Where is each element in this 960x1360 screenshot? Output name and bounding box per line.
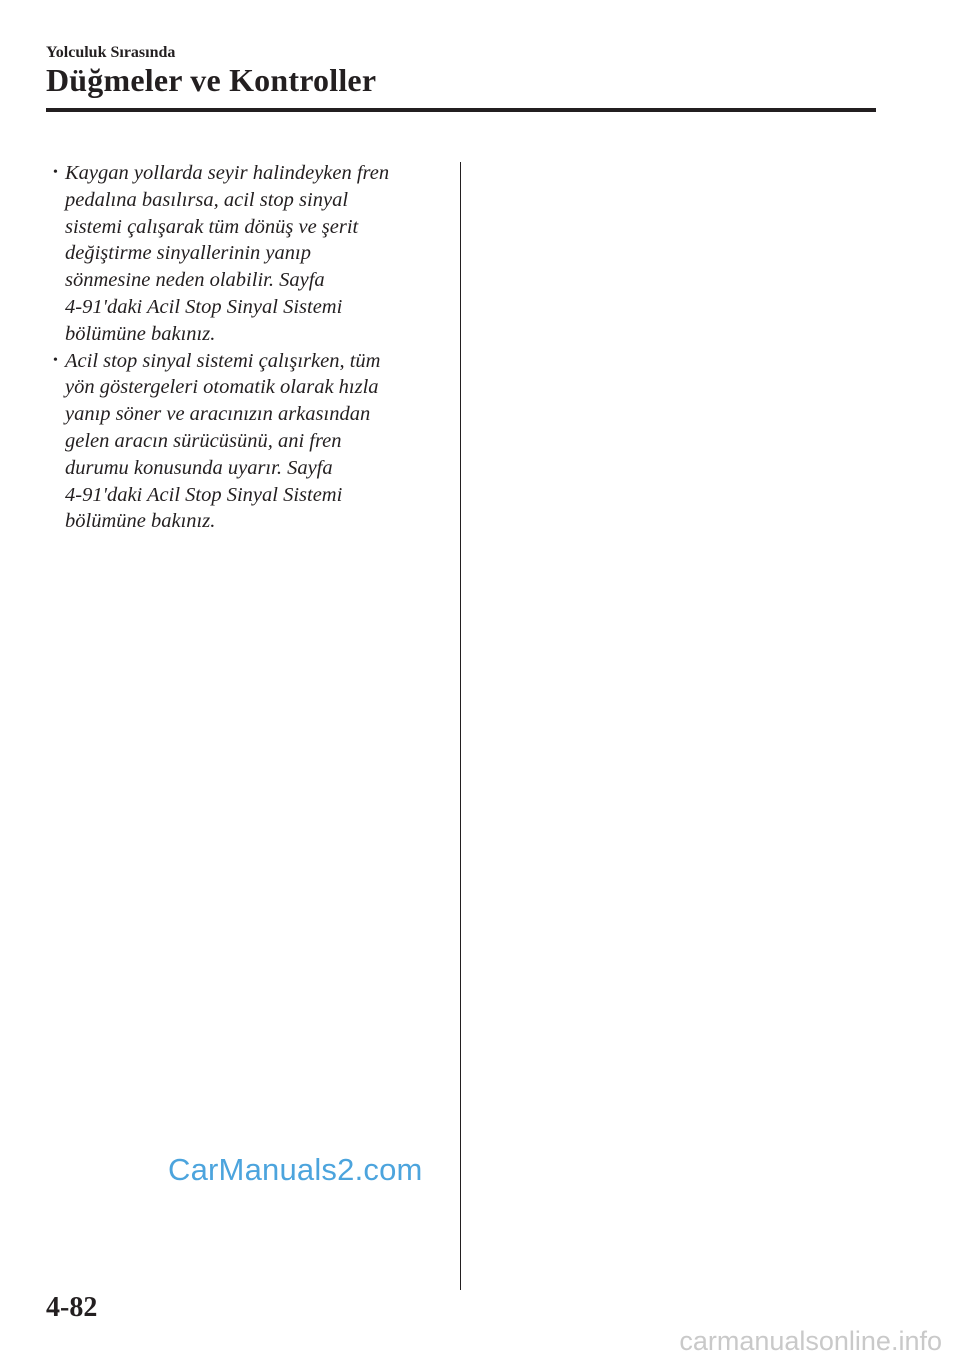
- note-line: pedalına basılırsa, acil stop sinyal: [65, 188, 349, 211]
- note-line: gelen aracın sürücüsünü, ani fren: [65, 429, 342, 452]
- note-line: 4-91'daki Acil Stop Sinyal Sistemi: [65, 295, 343, 318]
- note-line: bölümüne bakınız.: [65, 510, 216, 533]
- note-line: sönmesine neden olabilir. Sayfa: [65, 269, 325, 292]
- footer-watermark: carmanualsonline.info: [679, 1326, 942, 1356]
- note-emergency-signal: [48, 348, 444, 536]
- column-divider: [460, 162, 461, 1290]
- note-line: sistemi çalışarak tüm dönüş ve şerit: [65, 215, 359, 238]
- note-line: durumu konusunda uyarır. Sayfa: [65, 456, 333, 479]
- note-line: yanıp söner ve aracınızın arkasından: [65, 403, 371, 426]
- chapter-title: Düğmeler ve Kontroller: [46, 62, 377, 98]
- note-line: Kaygan yollarda seyir halindeyken fren: [65, 162, 390, 184]
- header-rule: [46, 108, 876, 112]
- note-line: bölümüne bakınız.: [65, 322, 216, 345]
- watermark-logo: CarManuals2.com: [168, 1152, 423, 1187]
- bullet-icon: •: [53, 165, 58, 180]
- note-line: yön göstergeleri otomatik olarak hızla: [65, 376, 379, 399]
- page-number: 4-82: [46, 1292, 98, 1323]
- note-slippery-road: [48, 160, 444, 348]
- notes-list: [48, 160, 444, 535]
- note-line: 4-91'daki Acil Stop Sinyal Sistemi: [65, 483, 343, 506]
- bullet-icon: •: [53, 352, 58, 368]
- note-line: Acil stop sinyal sistemi çalışırken, tüm: [65, 349, 381, 372]
- section-label: Yolculuk Sırasında: [46, 44, 176, 61]
- note-line: değiştirme sinyallerinin yanıp: [65, 242, 311, 265]
